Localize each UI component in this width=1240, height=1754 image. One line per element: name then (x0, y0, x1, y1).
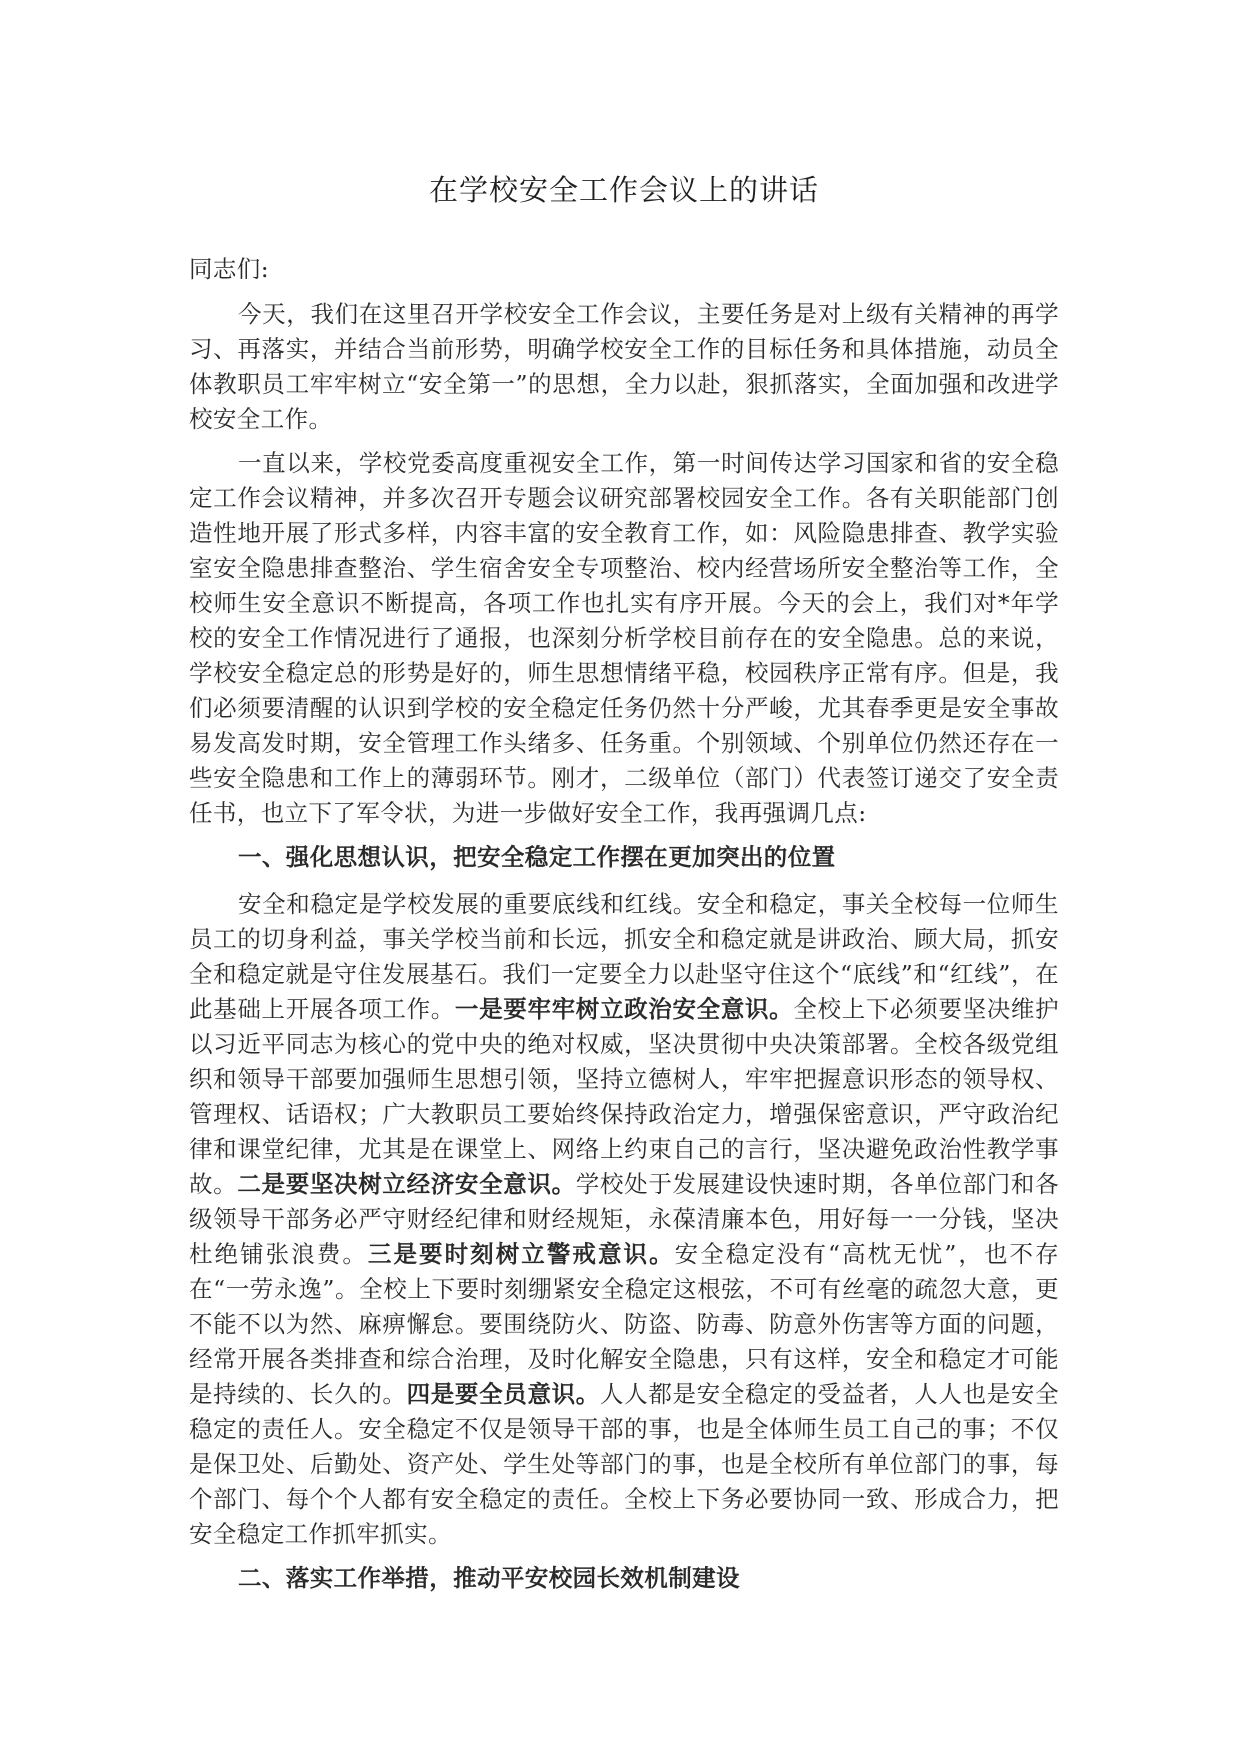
point-4-all-staff-awareness: 四是要全员意识。 (406, 1380, 600, 1408)
paragraph-intro: 今天，我们在这里召开学校安全工作会议，主要任务是对上级有关精神的再学习、再落实，并结合当前形势，明确学校安全工作的目标任务和具体措施，动员全体教职员工牢牢树立“安全第一”的思想，全力以赴，狠抓落实，全面加强和改进学校安全工作。 (189, 300, 1059, 433)
point-2-economic-security: 二是要坚决树立经济安全意识。 (237, 1170, 576, 1198)
document-page (189, 170, 1059, 1608)
point-3-vigilance: 三是要时刻树立警戒意识。 (367, 1240, 675, 1268)
section-heading-1: 一、强化思想认识，把安全稳定工作摆在更加突出的位置 (238, 843, 836, 871)
section-1-text-3: 学校处于发展建设快速时期，各单位部门和各级领导干部务必严守财经纪律和财经规矩，永葆清廉本色，用好每一一分钱，坚决杜绝铺张浪费。 (189, 1170, 1059, 1268)
document-title: 在学校安全工作会议上的讲话 (428, 173, 819, 207)
paragraph-background: 一直以来，学校党委高度重视安全工作，第一时间传达学习国家和省的安全稳定工作会议精神，并多次召开专题会议研究部署校园安全工作。各有关职能部门创造性地开展了形式多样，内容丰富的安全教育工作，如：风险隐患排查、教学实验室安全隐患排查整治、学生宿舍安全专项整治、校内经营场所安全整治等工作，全校师生安全意识不断提高，各项工作也扎实有序开展。今天的会上，我们对*年学校的安全工作情况进行了通报，也深刻分析学校目前存在的安全隐患。总的来说，学校安全稳定总的形势是好的，师生思想情绪平稳，校园秩序正常有序。但是，我们必须要清醒的认识到学校的安全稳定任务仍然十分严峻，尤其春季更是安全事故易发高发时期，安全管理工作头绪多、任务重。个别领域、个别单位仍然还存在一些安全隐患和工作上的薄弱环节。刚才，二级单位（部门）代表签订递交了安全责任书，也立下了军令状，为进一步做好安全工作，我再强调几点: (189, 449, 1059, 827)
point-1-political-security: 一是要牢牢树立政治安全意识。 (454, 995, 794, 1023)
paragraph-section-1 (189, 887, 1059, 1552)
section-1-text-2: 全校上下必须要坚决维护以习近平同志为核心的党中央的绝对权威，坚决贯彻中央决策部署。全校各级党组织和领导干部要加强师生思想引领，坚持立德树人，牢牢把握意识形态的领导权、管理权、话语权；广大教职员工要始终保持政治定力，增强保密意识，严守政治纪律和课堂纪律，尤其是在课堂上、网络上约束自己的言行，坚决避免政治性教学事故。 (189, 995, 1059, 1198)
section-heading-2: 二、落实工作举措，推动平安校园长效机制建设 (238, 1564, 740, 1592)
section-1-text-4: 安全稳定没有“高枕无忧”，也不存在“一劳永逸”。全校上下要时刻绷紧安全稳定这根弦，不可有丝毫的疏忽大意，更不能不以为然、麻痹懈怠。要围绕防火、防盗、防毒、防意外伤害等方面的问题，经常开展各类排查和综合治理，及时化解安全隐患，只有这样，安全和稳定才可能是持续的、长久的。 (189, 1240, 1059, 1408)
section-1-text-5: 人人都是安全稳定的受益者，人人也是安全稳定的责任人。安全稳定不仅是领导干部的事，也是全体师生员工自己的事；不仅是保卫处、后勤处、资产处、学生处等部门的事，也是全校所有单位部门的事，每个部门、每个个人都有安全稳定的责任。全校上下务必要协同一致、形成合力，把安全稳定工作抓牢抓实。 (189, 1380, 1059, 1548)
section-1-text-1: 安全和稳定是学校发展的重要底线和红线。安全和稳定，事关全校每一位师生员工的切身利益，事关学校当前和长远，抓安全和稳定就是讲政治、顾大局，抓安全和稳定就是守住发展基石。我们一定要全力以赴坚守住这个“底线”和“红线”，在此基础上开展各项工作。 (189, 890, 1059, 1023)
salutation: 同志们: (189, 255, 270, 283)
